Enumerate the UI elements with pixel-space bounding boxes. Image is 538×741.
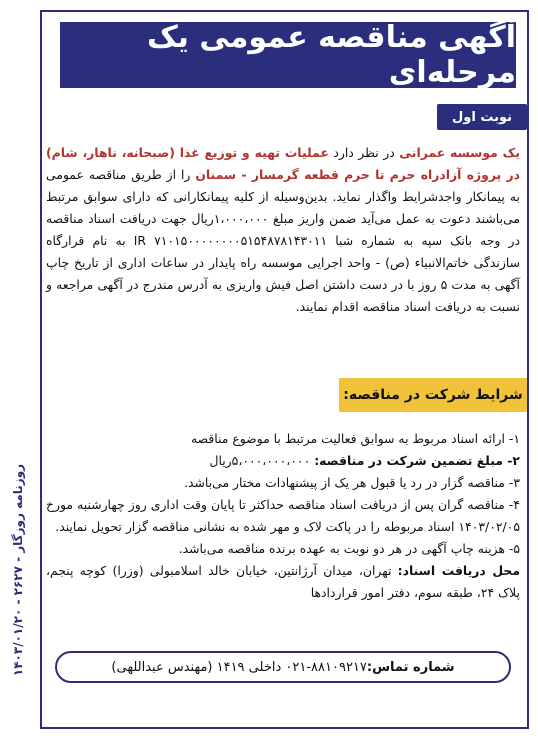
newspaper-caption xyxy=(2,420,34,720)
condition-3: ۳- مناقصه گزار در رد یا قبول هر یک از پیشنهادات مختار می‌باشد. xyxy=(184,475,520,490)
address-label: محل دریافت اسناد: xyxy=(397,563,520,578)
organization-name: یک موسسه عمرانی xyxy=(399,145,521,160)
intro-paragraph xyxy=(46,142,520,318)
contact-number: ۰۲۱-۸۸۱۰۹۲۱۷ داخلی ۱۴۱۹ (مهندس عبداللهی) xyxy=(111,659,367,675)
address-text: تهران، میدان آرژانتین، خیابان خالد اسلامبولی (وزرا) کوچه پنجم، پلاک ۲۴، طبقه سوم، دفتر امور قراردادها xyxy=(46,563,520,600)
condition-4: ۴- مناقصه گران پس از دریافت اسناد مناقصه حداکثر تا پایان وقت اداری روز چهارشنبه مورخ ۱۴۰۳/۰۲/۰۵ اسناد مربوطه را در پاکت لاک و مهر شده به نشانی مناقصه گزار تحویل نمایند. xyxy=(46,497,520,534)
round-badge: نوبت اول xyxy=(437,104,527,130)
contact-label: شماره تماس: xyxy=(366,659,455,675)
condition-5: ۵- هزینه چاپ آگهی در هر دو نوبت به عهده برنده مناقصه می‌باشد. xyxy=(178,541,520,556)
document-address xyxy=(46,560,520,604)
ad-title: آگهی مناقصه عمومی یک مرحله‌ای xyxy=(60,22,516,88)
newspaper-caption-text: روزنامه روزگار - ۲۶۲۷ - ۱۴۰۳/۰۱/۲۰ xyxy=(11,463,25,677)
condition-2 xyxy=(46,450,520,472)
condition-2-label: ۲- مبلغ تضمین شرکت در مناقصه: xyxy=(314,453,520,468)
conditions-list xyxy=(46,428,520,604)
condition-2-value: ۵،۰۰۰،۰۰۰،۰۰۰ریال xyxy=(209,453,315,468)
conditions-heading: شرایط شرکت در مناقصه: xyxy=(339,378,527,412)
intro-text-2: را از طریق مناقصه عمومی به پیمانکار واجدشرایط واگذار نماید. بدین‌وسیله از کلیه پیمانکارانی که دارای سوابق مرتبط می‌باشند دعوت به عمل می‌آید ضمن واریز مبلغ ۱،۰۰۰،۰۰۰ریال جهت دریافت اسناد مناقصه در وجه بانک سپه به شماره شبا IR ۷۱۰۱۵۰۰۰۰۰۰۰۰۵۱۵۴۸۷۸۱۴۳۰۱۱ به نام قرارگاه سازندگی خاتم‌الانبیاء (ص) - واحد اجرایی موسسه راه پایدار در ساعات اداری از تاریخ چاپ آگهی به مدت ۵ روز با در دست داشتن اصل فیش واریزی به آدرس مندرج در آگهی مراجعه و نسبت به دریافت اسناد مناقصه اقدام نمایند. xyxy=(46,167,521,314)
intro-text-1: در نظر دارد xyxy=(328,145,400,160)
contact-box xyxy=(55,651,511,683)
tender-subject: عملیات تهیه و توزیع غذا (صبحانه، ناهار، شام) در پروژه آزادراه حرم تا حرم قطعه گرمسار - سمنان xyxy=(46,145,520,182)
condition-1: ۱- ارائه اسناد مربوط به سوابق فعالیت مرتبط با موضوع مناقصه xyxy=(190,431,520,446)
